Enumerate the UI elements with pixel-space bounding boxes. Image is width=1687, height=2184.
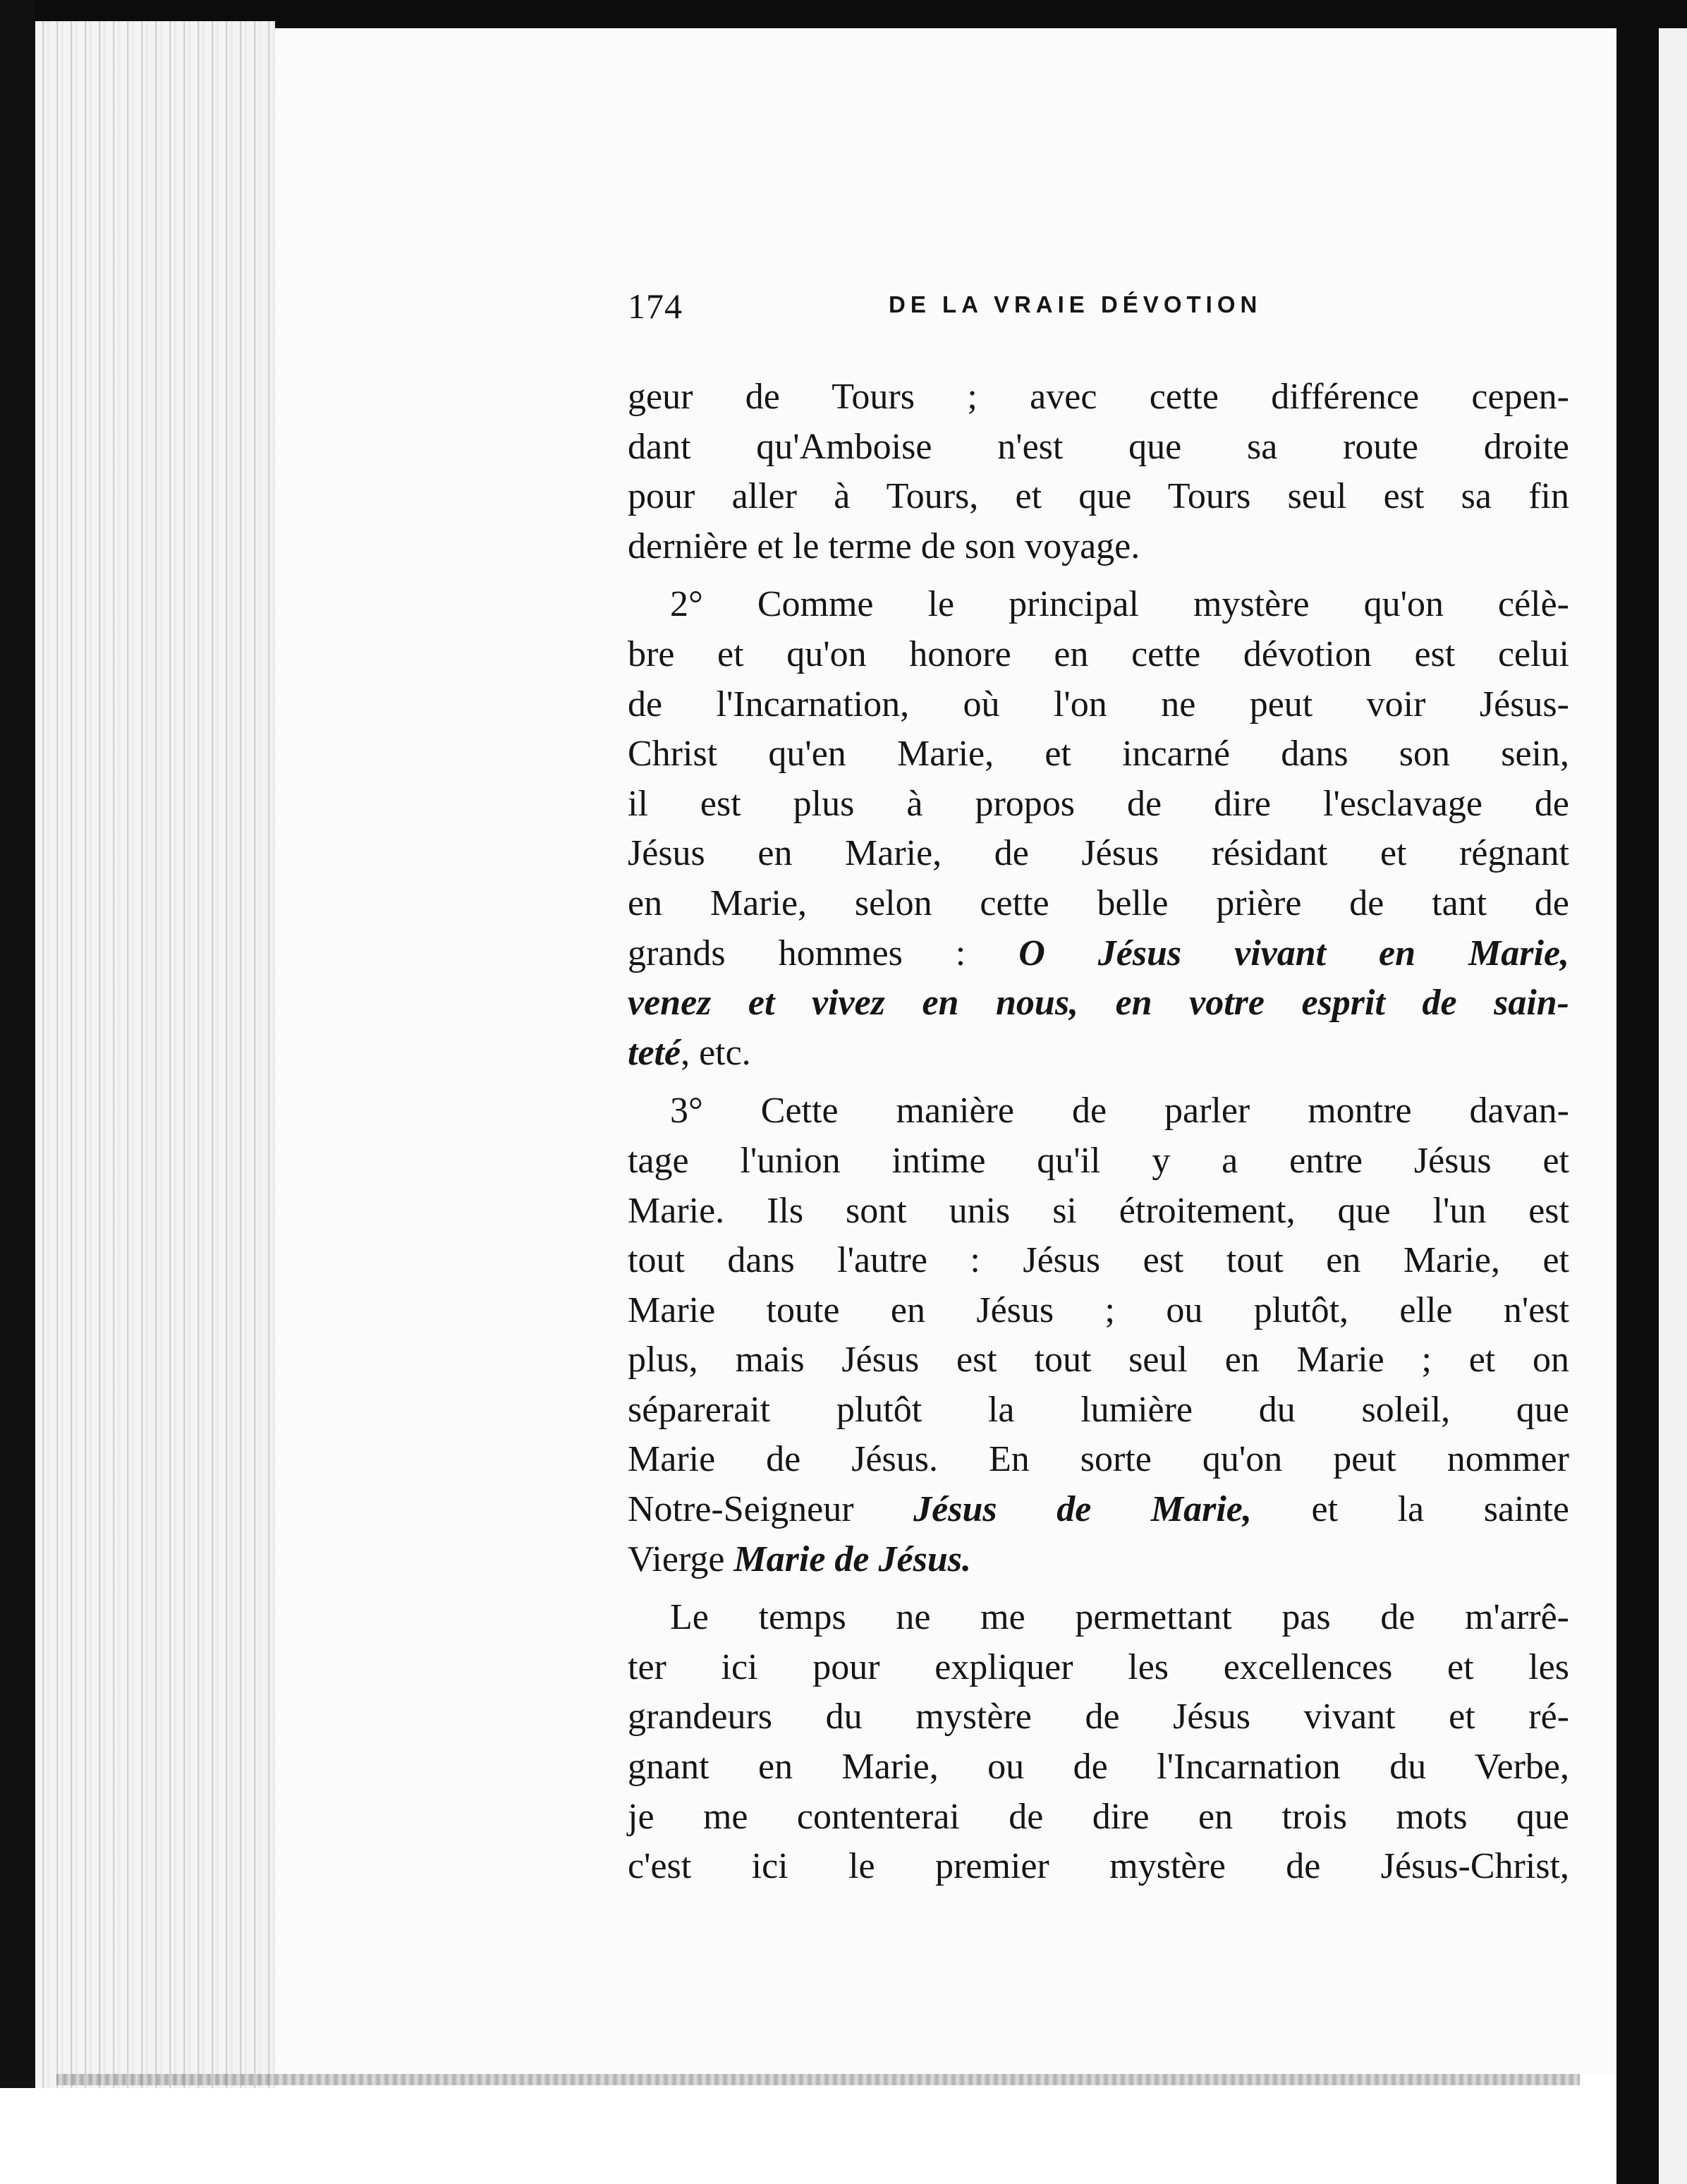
text-line: Marie de Jésus. En sorte qu'on peut nommer: [628, 1439, 1569, 1480]
text-line: gnant en Marie, ou de l'Incarnation du Verbe,: [628, 1747, 1569, 1788]
italic-quote: teté: [628, 1032, 681, 1073]
text-line: Marie. Ils sont unis si étroitement, que l'un est: [628, 1190, 1569, 1231]
italic-quote: O Jésus vivant en Marie,: [1018, 933, 1570, 973]
running-head: [628, 286, 1569, 335]
text-line: Christ qu'en Marie, et incarné dans son sein,: [628, 734, 1569, 775]
text-span: , etc.: [681, 1032, 751, 1073]
text-line: 2° Comme le principal mystère qu'on célè-: [670, 584, 1569, 625]
text-line: en Marie, selon cette belle prière de tant de: [628, 882, 1569, 923]
body-text: [628, 372, 1569, 1892]
text-line: c'est ici le premier mystère de Jésus-Christ,: [628, 1846, 1569, 1887]
text-line: plus, mais Jésus est tout seul en Marie ; et on: [628, 1340, 1569, 1381]
text-line: tage l'union intime qu'il y a entre Jésus et: [628, 1140, 1569, 1181]
scan-left-edge: [0, 0, 35, 2184]
text-line: Le temps ne me permettant pas de m'arrê-: [670, 1597, 1569, 1638]
text-line: Jésus en Marie, de Jésus résidant et régnant: [628, 833, 1569, 874]
page-stack-bottom-edge: [56, 2074, 1580, 2085]
text-line: ter ici pour expliquer les excellences et les: [628, 1646, 1569, 1687]
scan-bottom-margin: [0, 2088, 1616, 2184]
text-line: [628, 929, 1569, 979]
text-line: geur de Tours ; avec cette différence cepen-: [628, 377, 1569, 417]
italic-quote-line: venez et vivez en nous, en votre esprit de sain-: [628, 983, 1569, 1024]
text-line: bre et qu'on honore en cette dévotion est celui: [628, 633, 1569, 674]
text-line: de l'Incarnation, où l'on ne peut voir Jésus-: [628, 684, 1569, 724]
text-line: dant qu'Amboise n'est que sa route droite: [628, 426, 1569, 467]
book-gutter: [1616, 28, 1659, 2184]
text-span: grands hommes :: [628, 933, 966, 973]
text-line: [628, 1029, 1569, 1079]
text-line: grandeurs du mystère de Jésus vivant et ré-: [628, 1697, 1569, 1737]
text-line: Marie toute en Jésus ; ou plutôt, elle n'est: [628, 1290, 1569, 1330]
text-line: tout dans l'autre : Jésus est tout en Marie, et: [628, 1240, 1569, 1281]
text-line: séparerait plutôt la lumière du soleil, que: [628, 1389, 1569, 1430]
italic-name: Marie de Jésus.: [733, 1539, 971, 1579]
italic-name: Jésus de Marie,: [913, 1489, 1252, 1530]
text-span: Vierge: [628, 1539, 725, 1579]
text-line: je me contenterai de dire en trois mots que: [628, 1796, 1569, 1837]
text-span: et la sainte: [1311, 1489, 1570, 1530]
text-line: pour aller à Tours, et que Tours seul est sa fin: [628, 476, 1569, 517]
facing-page-strip: [1659, 28, 1687, 2184]
text-line: [628, 1485, 1569, 1535]
running-title: DE LA VRAIE DÉVOTION: [889, 291, 1262, 317]
page-number: 174: [628, 286, 683, 326]
text-span: Notre-Seigneur: [628, 1489, 854, 1530]
text-line: [628, 1535, 1569, 1585]
text-line: 3° Cette manière de parler montre davan-: [670, 1091, 1569, 1132]
page-stack-edges: [35, 21, 275, 2097]
text-line: dernière et le terme de son voyage.: [628, 526, 1140, 566]
text-line: il est plus à propos de dire l'esclavage de: [628, 783, 1569, 824]
